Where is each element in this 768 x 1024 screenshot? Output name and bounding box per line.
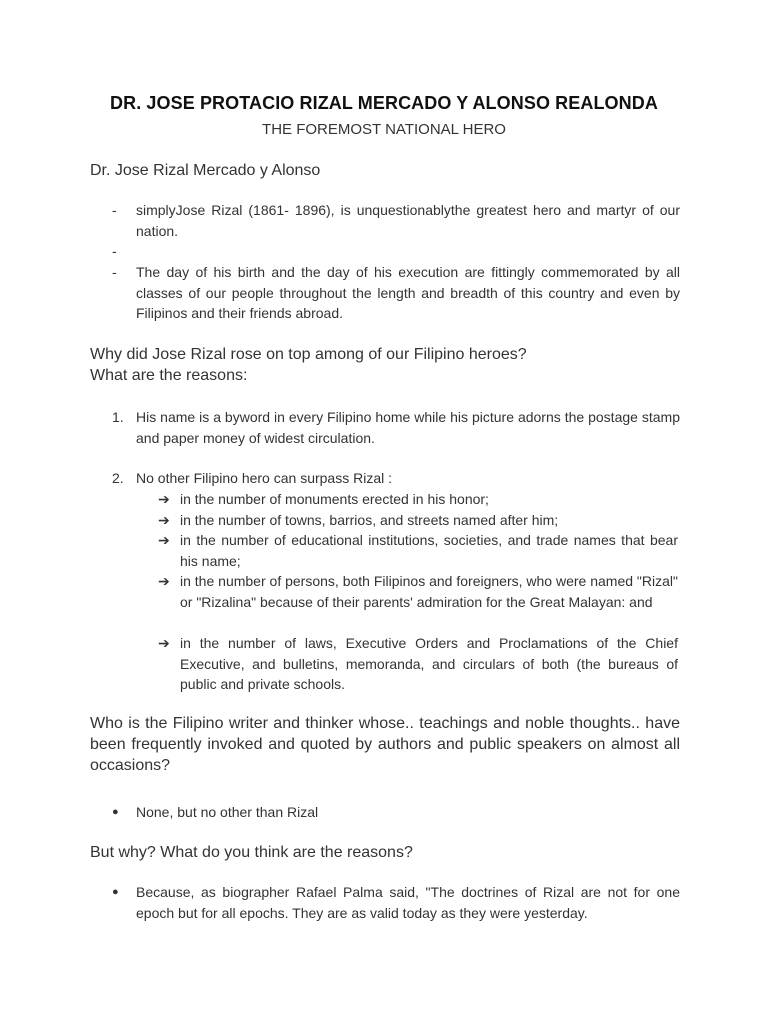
sub-list-item bbox=[158, 510, 678, 531]
bullet-item bbox=[112, 882, 680, 923]
intro-heading: Dr. Jose Rizal Mercado y Alonso bbox=[90, 162, 321, 179]
list-item bbox=[112, 200, 680, 241]
list-item-text: Because, as biographer Rafael Palma said, "The doctrines of Rizal are not for one epoch but for all epochs. They are as valid today as they were yesterday. bbox=[136, 884, 680, 921]
dash-marker: - bbox=[112, 202, 117, 218]
list-item-text: in the number of towns, barrios, and streets named after him; bbox=[180, 512, 559, 528]
numbered-item bbox=[112, 468, 680, 489]
numbered-item bbox=[112, 407, 680, 448]
list-item-text: in the number of monuments erected in his honor; bbox=[180, 491, 489, 507]
list-item-text: in the number of educational institutions, societies, and trade names that bear his name; bbox=[180, 532, 678, 569]
page-title: DR. JOSE PROTACIO RIZAL MERCADO Y ALONSO REALONDA bbox=[110, 93, 658, 113]
list-item-text: His name is a byword in every Filipino home while his picture adorns the postage stamp and paper money of widest circulation. bbox=[136, 409, 680, 446]
question-heading: Why did Jose Rizal rose on top among of our Filipino heroes? bbox=[90, 346, 527, 363]
bullet-icon: ● bbox=[112, 886, 119, 898]
list-item-text: simplyJose Rizal (1861- 1896), is unquestionablythe greatest hero and martyr of our nation. bbox=[136, 202, 680, 239]
dash-marker: - bbox=[112, 264, 117, 280]
sub-list-item bbox=[158, 489, 678, 510]
sub-list-item bbox=[158, 530, 678, 571]
question-heading: But why? What do you think are the reasons? bbox=[90, 844, 413, 861]
item-number: 1. bbox=[112, 409, 124, 425]
arrow-icon: ➔ bbox=[158, 635, 170, 651]
arrow-icon: ➔ bbox=[158, 573, 170, 589]
list-item-text: in the number of persons, both Filipinos and foreigners, who were named "Rizal" or "Rizalina" because of their parents' admiration for the Great Malayan: and bbox=[180, 573, 678, 610]
list-item-text: None, but no other than Rizal bbox=[136, 804, 319, 820]
list-item bbox=[112, 262, 680, 324]
question-subheading: What are the reasons: bbox=[90, 367, 248, 384]
list-item-text: The day of his birth and the day of his execution are fittingly commemorated by all classes of our people throughout the length and breadth of this country and even by Filipinos and their friends abroad. bbox=[136, 264, 680, 322]
bullet-item bbox=[112, 802, 680, 823]
list-item-text: No other Filipino hero can surpass Rizal : bbox=[136, 470, 393, 486]
arrow-icon: ➔ bbox=[158, 532, 170, 548]
page-subtitle: THE FOREMOST NATIONAL HERO bbox=[262, 121, 506, 138]
question-heading: Who is the Filipino writer and thinker whose.. teachings and noble thoughts.. have been frequently invoked and quoted by authors and public speakers on almost all occasions? bbox=[90, 715, 680, 774]
arrow-icon: ➔ bbox=[158, 512, 170, 528]
sub-list-item bbox=[158, 633, 678, 695]
bullet-icon: ● bbox=[112, 806, 119, 818]
sub-list-item bbox=[158, 571, 678, 612]
arrow-icon: ➔ bbox=[158, 491, 170, 507]
dash-marker: - bbox=[112, 243, 117, 259]
item-number: 2. bbox=[112, 470, 124, 486]
list-item-text: in the number of laws, Executive Orders and Proclamations of the Chief Executive, and bulletins, memoranda, and circulars of both (the bureaus of public and private schools. bbox=[180, 635, 678, 693]
